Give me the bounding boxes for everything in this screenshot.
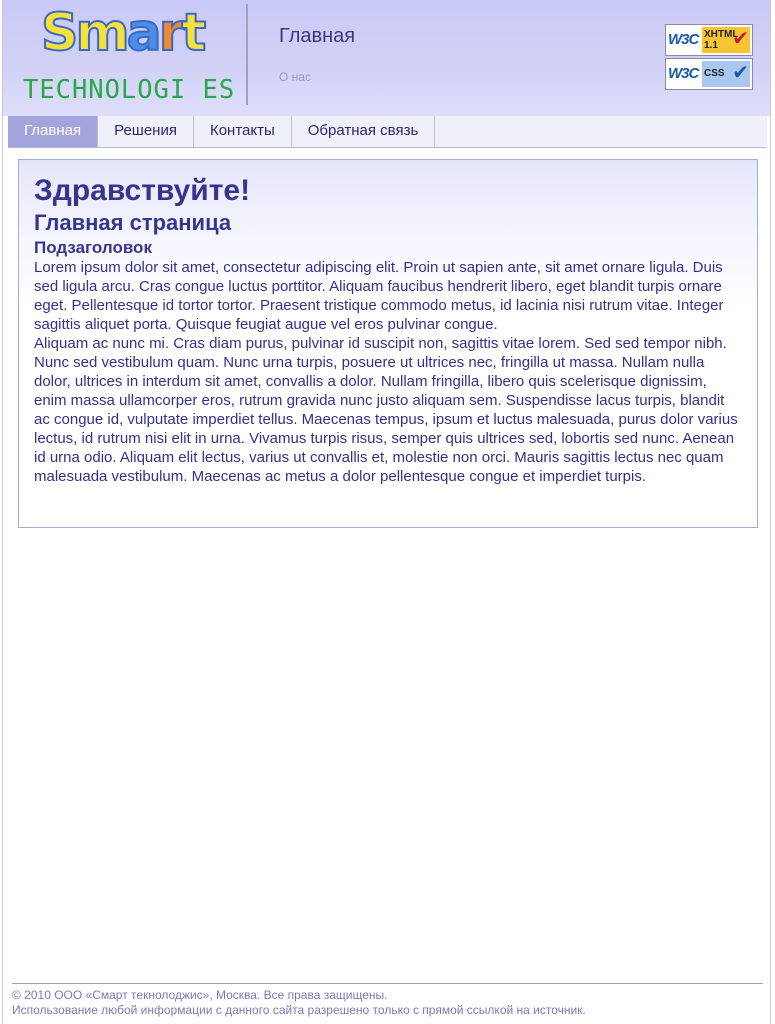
xhtml-label: XHTML: [704, 29, 739, 40]
logo-letter: t: [181, 3, 204, 63]
w3c-xhtml-badge[interactable]: [665, 24, 753, 56]
main-content: [18, 159, 758, 528]
content-paragraph: Aliquam ac nunc mi. Cras diam purus, pulvinar id suscipit non, sagittis vitae lorem. Sed sed tempor nibh. Nunc sed vestibulum quam. Nunc urna turpis, posuere ut ultrices nec, fringilla ut massa. Nullam nulla dolor, ultrices in interdum sit amet, convallis a dolor. Nullam fringilla, libero quis scelerisque dignissim, enim massa ullamcorper eros, rutrum gravida nunc justo aliquam sem. Suspendisse lacus turpis, blandit ac congue id, vulputate imperdiet tellus. Maecenas tempus, ipsum et luctus malesuada, purus dolor varius lectus, id rutrum nisi elit in urna. Vivamus turpis risus, semper quis ultrices sed, lobortis sed nunc. Aenean id urna odio. Aliquam elit lectus, varius ut convallis et, molestie non orci. Mauris sagittis lectus nec quam malesuada vestibulum. Maecenas ac metus a dolor pellentesque congue et imperdiet turpis.: [34, 335, 738, 485]
footer-notice: Использование любой информации с данного сайта разрешено только с прямой ссылкой на источник.: [12, 1003, 586, 1017]
site-logo[interactable]: [23, 3, 236, 107]
logo-letter: r: [158, 3, 182, 63]
logo-letter: S: [41, 3, 76, 63]
content-subtitle: Главная страница: [34, 210, 232, 235]
logo-wordmark-smart: [41, 5, 203, 61]
nav-item-solutions[interactable]: Решения: [98, 116, 194, 147]
logo-letter: m: [75, 3, 127, 63]
header: [3, 0, 770, 116]
nav-item-home[interactable]: Главная: [8, 116, 98, 147]
checkmark-icon: ✔: [732, 28, 749, 50]
content-title: Здравствуйте!: [34, 174, 251, 207]
content-subheading: Подзаголовок: [34, 238, 152, 257]
w3c-logo-text: W3C: [668, 31, 699, 48]
logo-wordmark-technologies: TECHNOLOGI ES: [23, 75, 236, 105]
main-nav: [8, 116, 767, 148]
nav-item-contacts[interactable]: Контакты: [194, 116, 292, 147]
footer-copyright: © 2010 ООО «Смарт текнолоджис», Москва. Все права защищены.: [12, 988, 388, 1002]
w3c-logo-text: W3C: [668, 65, 699, 82]
logo-letter: a: [126, 3, 159, 63]
xhtml-version: 1.1: [704, 40, 718, 51]
header-divider: [246, 4, 248, 105]
content-paragraph: Lorem ipsum dolor sit amet, consectetur adipiscing elit. Proin ut sapien ante, sit amet ornare ligula. Duis sed ligula arcu. Cras congue luctus porttitor. Aliquam faucibus hendrerit libero, eget blandit turpis ornare eget. Pellentesque id tortor tortor. Praesent tristique commodo metus, id lacinia nisi rutrum vitae. Integer sagittis aliquet porta. Quisque feugiat augue vel eros pulvinar congue.: [34, 259, 724, 333]
footer-divider: [12, 983, 763, 984]
nav-item-feedback[interactable]: Обратная связь: [292, 116, 436, 147]
footer: [12, 988, 763, 1018]
w3c-css-badge[interactable]: [665, 58, 753, 90]
css-label: CSS: [704, 68, 725, 79]
checkmark-icon: ✔: [732, 62, 749, 84]
about-link[interactable]: О нас: [279, 70, 311, 84]
page-title: Главная: [279, 25, 356, 47]
